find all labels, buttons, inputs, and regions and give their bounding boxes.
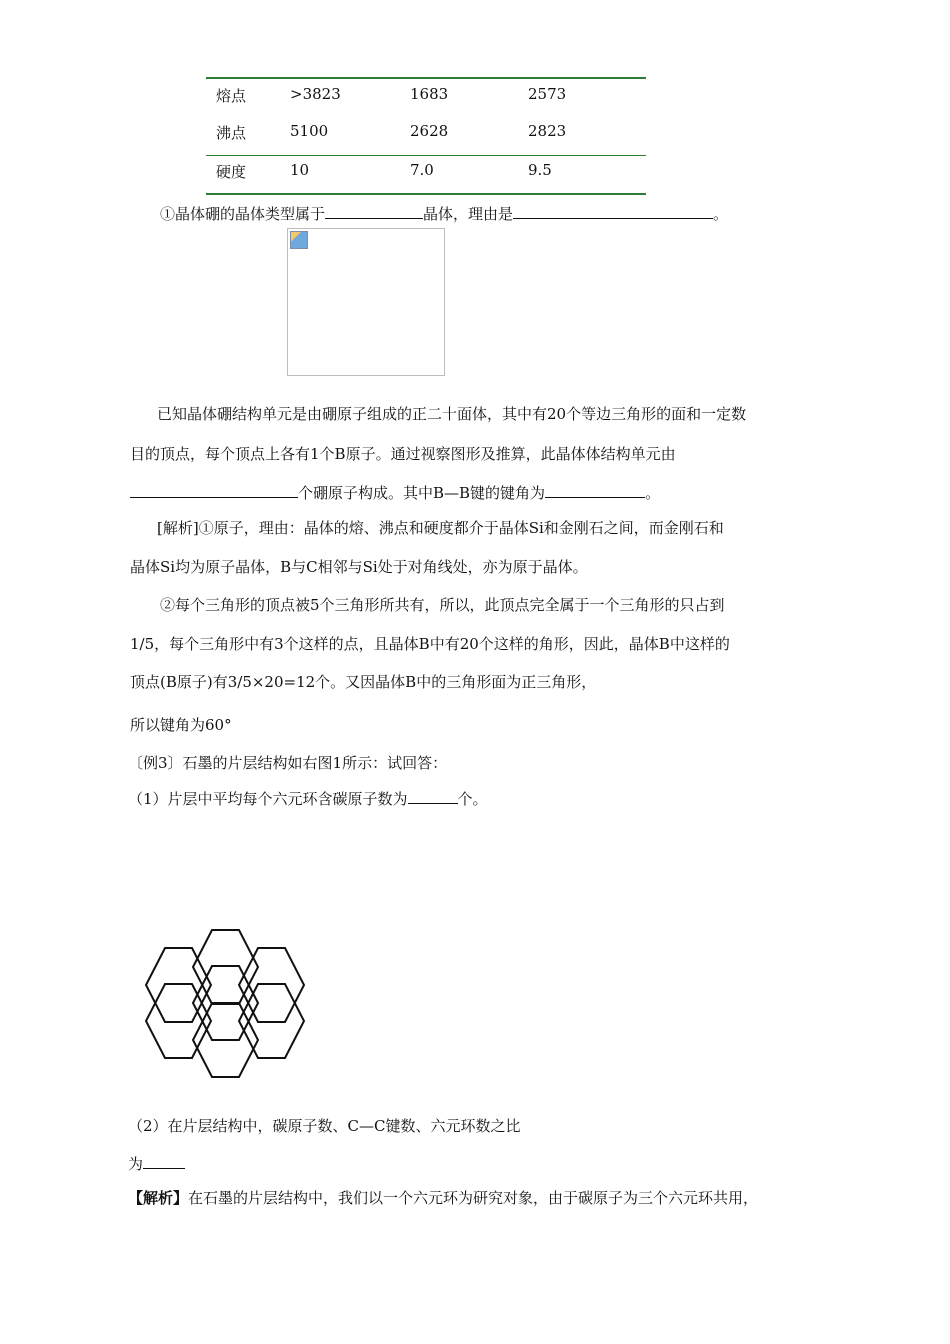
answer-blank[interactable] bbox=[513, 202, 713, 219]
answer-blank[interactable] bbox=[325, 202, 423, 219]
analysis-2-line bbox=[128, 1187, 758, 1208]
table-bottom-rule bbox=[206, 193, 646, 195]
paragraph-line: 已知晶体硼结构单元是由硼原子组成的正二十面体，其中有20个等边三角形的面和一定数 bbox=[157, 405, 747, 423]
table-mid-rule bbox=[206, 155, 646, 156]
example-question-2: （2）在片层结构中，碳原子数、C—C键数、六元环数之比 bbox=[128, 1117, 521, 1135]
table-cell: 2823 bbox=[528, 122, 567, 140]
table-cell: 10 bbox=[290, 161, 310, 179]
answer-blank[interactable] bbox=[143, 1152, 185, 1169]
table-cell: 沸点 bbox=[216, 124, 247, 142]
answer-blank[interactable] bbox=[408, 787, 458, 804]
table-cell: 2628 bbox=[410, 122, 449, 140]
analysis-line: 1/5，每个三角形中有3个这样的点，且晶体B中有20个这样的角形，因此，晶体B中这样的 bbox=[130, 635, 730, 653]
paragraph-text: 。 bbox=[645, 484, 661, 502]
broken-image-icon bbox=[290, 231, 308, 249]
table-cell: 熔点 bbox=[216, 87, 247, 105]
question-text: （1）片层中平均每个六元环含碳原子数为 bbox=[128, 790, 408, 808]
analysis-line: [解析]①原子，理由：晶体的熔、沸点和硬度都介于晶体Si和金刚石之间，而金刚石和 bbox=[157, 519, 724, 537]
table-cell: 硬度 bbox=[216, 163, 247, 181]
analysis-line: 顶点(B原子)有3/5×20=12个。又因晶体B中的三角形面为正三角形， bbox=[130, 673, 597, 691]
table-cell: 7.0 bbox=[410, 161, 434, 179]
analysis-line: ②每个三角形的顶点被5个三角形所共有，所以，此顶点完全属于一个三角形的只占到 bbox=[160, 596, 725, 614]
paragraph-line: 目的顶点，每个顶点上各有1个B原子。通过视察图形及推算，此晶体体结构单元由 bbox=[130, 445, 676, 463]
paragraph-line-with-blanks bbox=[130, 481, 660, 503]
table-top-rule bbox=[206, 77, 646, 79]
analysis-text: 在石墨的片层结构中，我们以一个六元环为研究对象，由于碳原子为三个六元环共用， bbox=[188, 1189, 759, 1207]
question-text: 为 bbox=[128, 1155, 144, 1173]
graphite-hexagon-diagram bbox=[138, 924, 308, 1094]
table-cell: 2573 bbox=[528, 85, 567, 103]
answer-blank[interactable] bbox=[545, 481, 645, 498]
paragraph-text: 个硼原子构成。其中B—B键的键角为 bbox=[298, 484, 546, 502]
table-cell: 1683 bbox=[410, 85, 449, 103]
question-text: ①晶体硼的晶体类型属于 bbox=[160, 205, 326, 223]
question-1-line bbox=[160, 202, 728, 224]
example-title: 〔例3〕石墨的片层结构如右图1所示：试回答： bbox=[128, 754, 448, 772]
example-question-2-answer-line bbox=[128, 1152, 185, 1174]
question-text: 。 bbox=[713, 205, 729, 223]
table-cell: 5100 bbox=[290, 122, 329, 140]
question-text: 个。 bbox=[457, 790, 488, 808]
question-text: 晶体，理由是 bbox=[423, 205, 514, 223]
analysis-line: 所以键角为60° bbox=[130, 716, 232, 734]
table-cell: 9.5 bbox=[528, 161, 552, 179]
example-question-1 bbox=[128, 787, 488, 809]
analysis-tag: 【解析】 bbox=[128, 1189, 189, 1207]
broken-image bbox=[287, 228, 445, 376]
answer-blank[interactable] bbox=[130, 481, 298, 498]
analysis-line: 晶体Si均为原子晶体，B与C相邻与Si处于对角线处，亦为原于晶体。 bbox=[130, 558, 588, 576]
table-cell: >3823 bbox=[290, 85, 341, 103]
